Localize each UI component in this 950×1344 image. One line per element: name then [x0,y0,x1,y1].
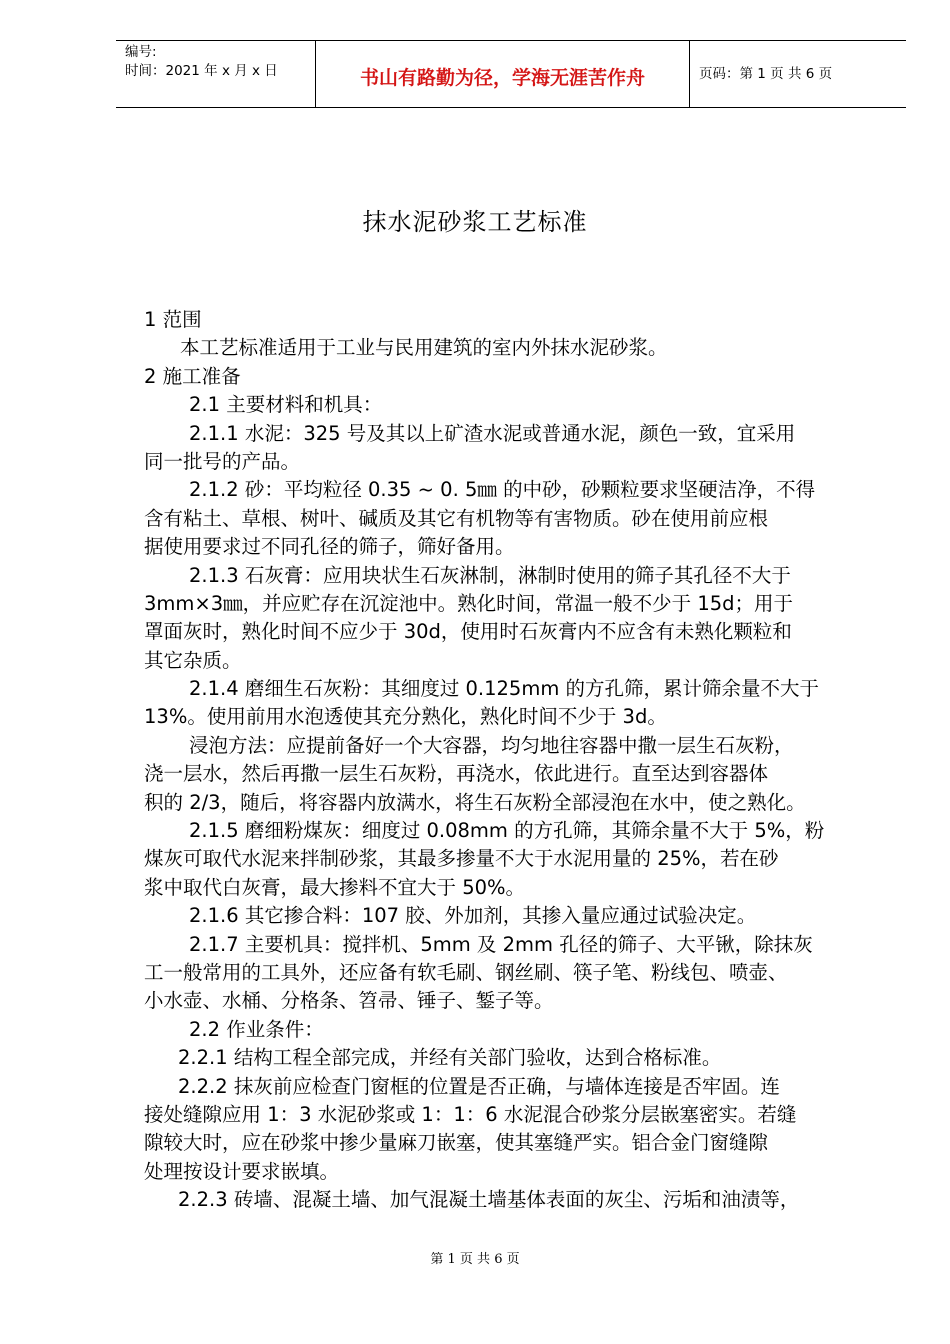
page-footer: 第 1 页 共 6 页 [430,1252,520,1267]
text-line: 小水壶、水桶、分格条、笤帚、锤子、錾子等。 [144,989,554,1013]
text-line: 1 范围 [144,308,202,331]
text-line: 2.1 主要材料和机具： [189,393,383,417]
text-line: 2 施工准备 [144,364,241,388]
text-line: 处理按设计要求嵌填。 [144,1159,340,1183]
header-motto: 书山有路勤为径，学海无涯苦作舟 [359,67,645,89]
text-line: 2.1.7 主要机具：搅拌机、5mm 及 2mm 孔径的筛子、大平锹，除抹灰 [189,932,813,956]
text-line: 煤灰可取代水泥来拌制砂浆，其最多掺量不大于水泥用量的 25%，若在砂 [144,847,779,871]
text-line: 2.1.3 石灰膏：应用块状生石灰淋制，淋制时使用的筛子其孔径不大于 [189,563,791,587]
header-meta-cell [116,41,316,107]
page-header [116,40,906,108]
document-body [144,306,884,1215]
text-line: 含有粘土、草根、树叶、碱质及其它有机物等有害物质。砂在使用前应根 [144,506,769,530]
text-line: 本工艺标准适用于工业与民用建筑的室内外抹水泥砂浆。 [180,336,668,360]
text-line: 2.1.1 水泥：325 号及其以上矿渣水泥或普通水泥，颜色一致，宜采用 [189,421,796,445]
document-number-label: 编号: [125,44,157,60]
document-time-label: 时间：2021 年 x 月 x 日 [125,63,278,79]
text-line: 浆中取代白灰膏，最大掺料不宜大于 50%。 [144,875,526,899]
text-line: 隙较大时，应在砂浆中掺少量麻刀嵌塞，使其塞缝严实。铝合金门窗缝隙 [144,1131,769,1155]
text-line: 2.1.6 其它掺合料：107 胶、外加剂，其掺入量应通过试验决定。 [189,904,757,928]
header-page-cell [690,41,906,107]
text-line: 罩面灰时，熟化时间不应少于 30d，使用时石灰膏内不应含有未熟化颗粒和 [144,620,792,644]
text-line: 浇一层水，然后再撒一层生石灰粉，再浇水，依此进行。直至达到容器体 [144,762,769,786]
text-line: 2.1.2 砂：平均粒径 0.35 ~ 0. 5㎜ 的中砂，砂颗粒要求坚硬洁净，不得 [189,478,816,502]
text-line: 其它杂质。 [144,648,242,672]
text-line: 2.2.1 结构工程全部完成，并经有关部门验收，达到合格标准。 [178,1046,722,1070]
text-line: 积的 2/3，随后，将容器内放满水，将生石灰粉全部浸泡在水中，使之熟化。 [144,790,806,814]
header-page-info: 页码：第 1 页 共 6 页 [699,66,833,82]
text-line: 2.2.3 砖墙、混凝土墙、加气混凝土墙基体表面的灰尘、污垢和油渍等， [178,1188,800,1212]
document-title: 抹水泥砂浆工艺标准 [362,208,588,236]
text-line: 工一般常用的工具外，还应备有软毛刷、钢丝刷、筷子笔、粉线包、喷壶、 [144,960,788,984]
text-line: 同一批号的产品。 [144,449,301,473]
text-line: 2.1.5 磨细粉煤灰：细度过 0.08mm 的方孔筛，其筛余量不大于 5%，粉 [189,819,825,843]
text-line: 据使用要求过不同孔径的筛子，筛好备用。 [144,535,515,559]
text-line: 2.1.4 磨细生石灰粉：其细度过 0.125mm 的方孔筛，累计筛余量不大于 [189,677,820,701]
text-line: 13%。使用前用水泡透使其充分熟化，熟化时间不少于 3d。 [144,705,667,729]
text-line: 接处缝隙应用 1：3 水泥砂浆或 1：1：6 水泥混合砂浆分层嵌塞密实。若缝 [144,1102,797,1126]
text-line: 3mm×3㎜，并应贮存在沉淀池中。熟化时间，常温一般不少于 15d；用于 [144,591,794,615]
text-line: 浸泡方法：应提前备好一个大容器，均匀地往容器中撒一层生石灰粉， [189,733,794,757]
header-motto-cell [316,41,690,107]
text-line: 2.2.2 抹灰前应检查门窗框的位置是否正确，与墙体连接是否牢固。连 [178,1074,780,1098]
text-line: 2.2 作业条件： [189,1017,324,1041]
